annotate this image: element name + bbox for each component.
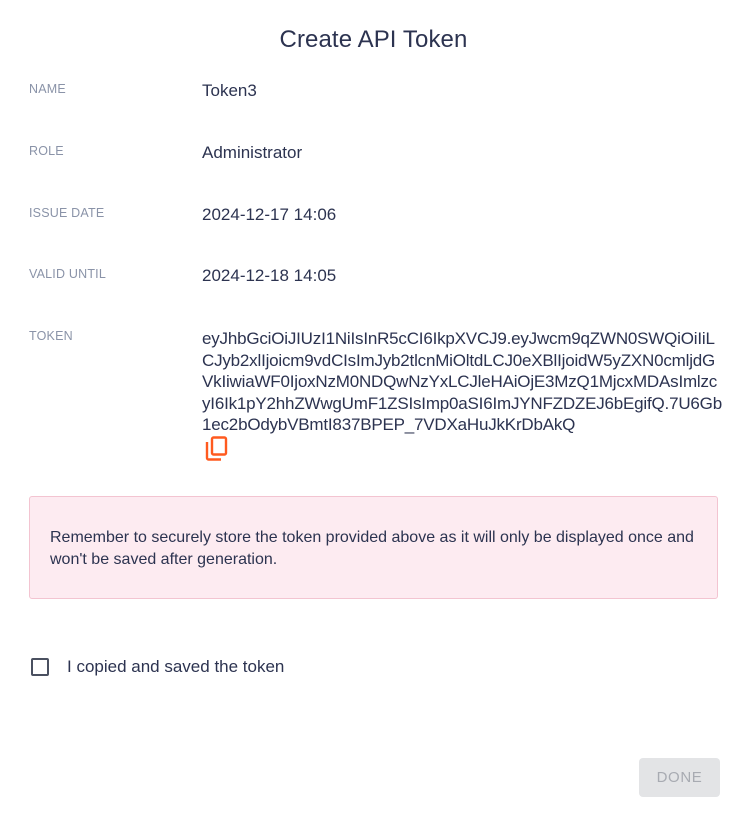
valid-until-value: 2024-12-18 14:05 — [202, 266, 337, 285]
copy-token-button[interactable] — [204, 436, 230, 462]
token-value: eyJhbGciOiJIUzI1NiIsInR5cCI6IkpXVCJ9.eyJwcm9qZWN0SWQiOiIiLCJyb2xlIjoicm9vdCIsImJyb2tlcnMiOltdLCJ0eXBlIjoidW5yZXN0cmljdGVkIiwiaWF0IjoxNzM0NDQwNzYxLCJleHAiOjE3MzQ1MjcxMDAsImlzcyI6Ik1pY2hhZWwgUmF1ZSIsImp0aSI6ImJYNFZDZEJ6bEgifQ.7U6Gb1ec2bOdybVBmtI837BPEP_7VDXaHuJkKrDbAkQ — [202, 329, 722, 434]
confirm-copied-checkbox[interactable] — [31, 658, 49, 676]
token-warning-notice — [29, 496, 718, 599]
token-label: TOKEN — [29, 329, 73, 343]
valid-until-label: VALID UNTIL — [29, 267, 106, 281]
notice-text: Remember to securely store the token provided above as it will only be displayed once and won't be saved after generation. — [50, 529, 694, 568]
copy-icon — [204, 436, 230, 462]
confirm-copied-checkbox-row[interactable] — [31, 656, 284, 678]
role-value: Administrator — [202, 143, 303, 162]
done-button[interactable]: DONE — [639, 758, 720, 797]
role-label: ROLE — [29, 144, 64, 158]
issue-date-label: ISSUE DATE — [29, 206, 105, 220]
name-label: NAME — [29, 82, 66, 96]
dialog-title: Create API Token — [279, 26, 468, 53]
confirm-copied-label[interactable]: I copied and saved the token — [67, 657, 285, 676]
issue-date-value: 2024-12-17 14:06 — [202, 205, 337, 224]
name-value: Token3 — [202, 81, 257, 100]
